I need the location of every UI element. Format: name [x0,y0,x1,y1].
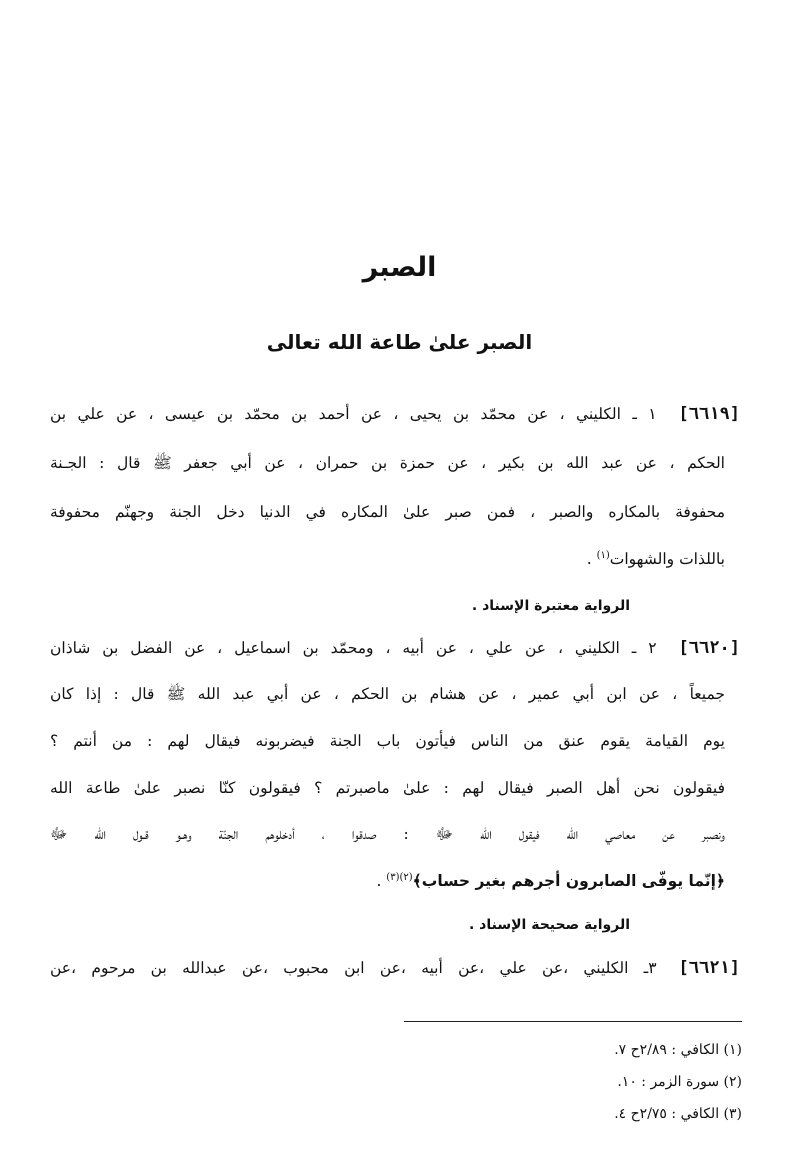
hadith-number: [٦٦٢١] [678,958,740,978]
hadith-number: [٦٦٢٠] [678,638,740,658]
hadith-6620-verdict: الرواية صحيحة الإسناد . [468,917,630,933]
footnote-marker: (٢)(٣) [386,872,413,883]
hadith-6620-line-2: جميعاً ، عن ابن أبي عمير ، عن هشام بن الحكم ، عن أبي عبد الله ﷺ قال : إذا كان [50,685,725,703]
hadith-6619-line-1 [50,398,740,430]
footnote-2: (٢) سورة الزمر : ١٠. [617,1074,742,1090]
hadith-6621-line-1 [50,952,740,984]
hadith-text: ٣ـ الكليني ،عن علي ،عن أبيه ،عن ابن محبوب ،عن عبدالله بن مرحوم ،عن [50,959,657,977]
section-subtitle: الصبر علىٰ طاعة الله تعالى [266,330,533,354]
quran-verse: ﴿إنّما يوفّى الصابرون أجرهم بغير حساب﴾ [412,872,725,891]
footnote-1: (١) الكافي : ٢/٨٩ح ٧. [614,1042,742,1058]
hadith-6620-line-5: ونصبر عن معاصي الله فيقول الله ﷻ : صدقوا ، أدخلوهم الجنّة وهـو قـول الله ﷻ [50,825,725,843]
hadith-text: ١ ـ الكليني ، عن محمّد بن يحيى ، عن أحمد بن محمّد بن عيسى ، عن علي بن [50,405,657,423]
hadith-6620-line-3: يوم القيامة يقوم عنق من الناس فيأتون باب الجنة فيضربونه فيقال لهم : من أنتم ؟ [50,732,725,750]
hadith-6620-line-1 [50,632,740,664]
hadith-6619-line-3: محفوفة بالمكاره والصبر ، فمن صبر علىٰ المكاره في الدنيا دخل الجنة وجهنّم محفوفة [50,503,725,521]
hadith-6619-line-4: باللذات والشهوات$^{(١)}$ . [586,550,725,569]
page-title: الصبر [362,252,437,283]
hadith-6620-line-4: فيقولون نحن أهل الصبر فيقال لهم : علىٰ ماصبرتم ؟ فيقولون كنّا نصبر علىٰ طاعة الله [50,779,725,797]
hadith-6619-verdict: الرواية معتبرة الإسناد . [471,598,630,614]
hadith-text: باللذات والشهوات [609,550,725,569]
hadith-6619-line-2: الحكم ، عن عبد الله بن بكير ، عن حمزة بن حمران ، عن أبي جعفر ﷺ قال : الجـنة [50,454,725,472]
hadith-number: [٦٦١٩] [678,404,740,424]
footnote-divider [404,1021,742,1022]
footnote-3: (٣) الكافي : ٢/٧٥ح ٤. [614,1106,742,1122]
footnote-marker: (١) [596,550,610,561]
hadith-text: ٢ ـ الكليني ، عن علي ، عن أبيه ، ومحمّد بن اسماعيل ، عن الفضل بن شاذان [50,639,657,657]
hadith-6620-line-6: ﴿إنّما يوفّى الصابرون أجرهم بغير حساب﴾$^{(٢)(٣)}$ . [376,872,725,891]
